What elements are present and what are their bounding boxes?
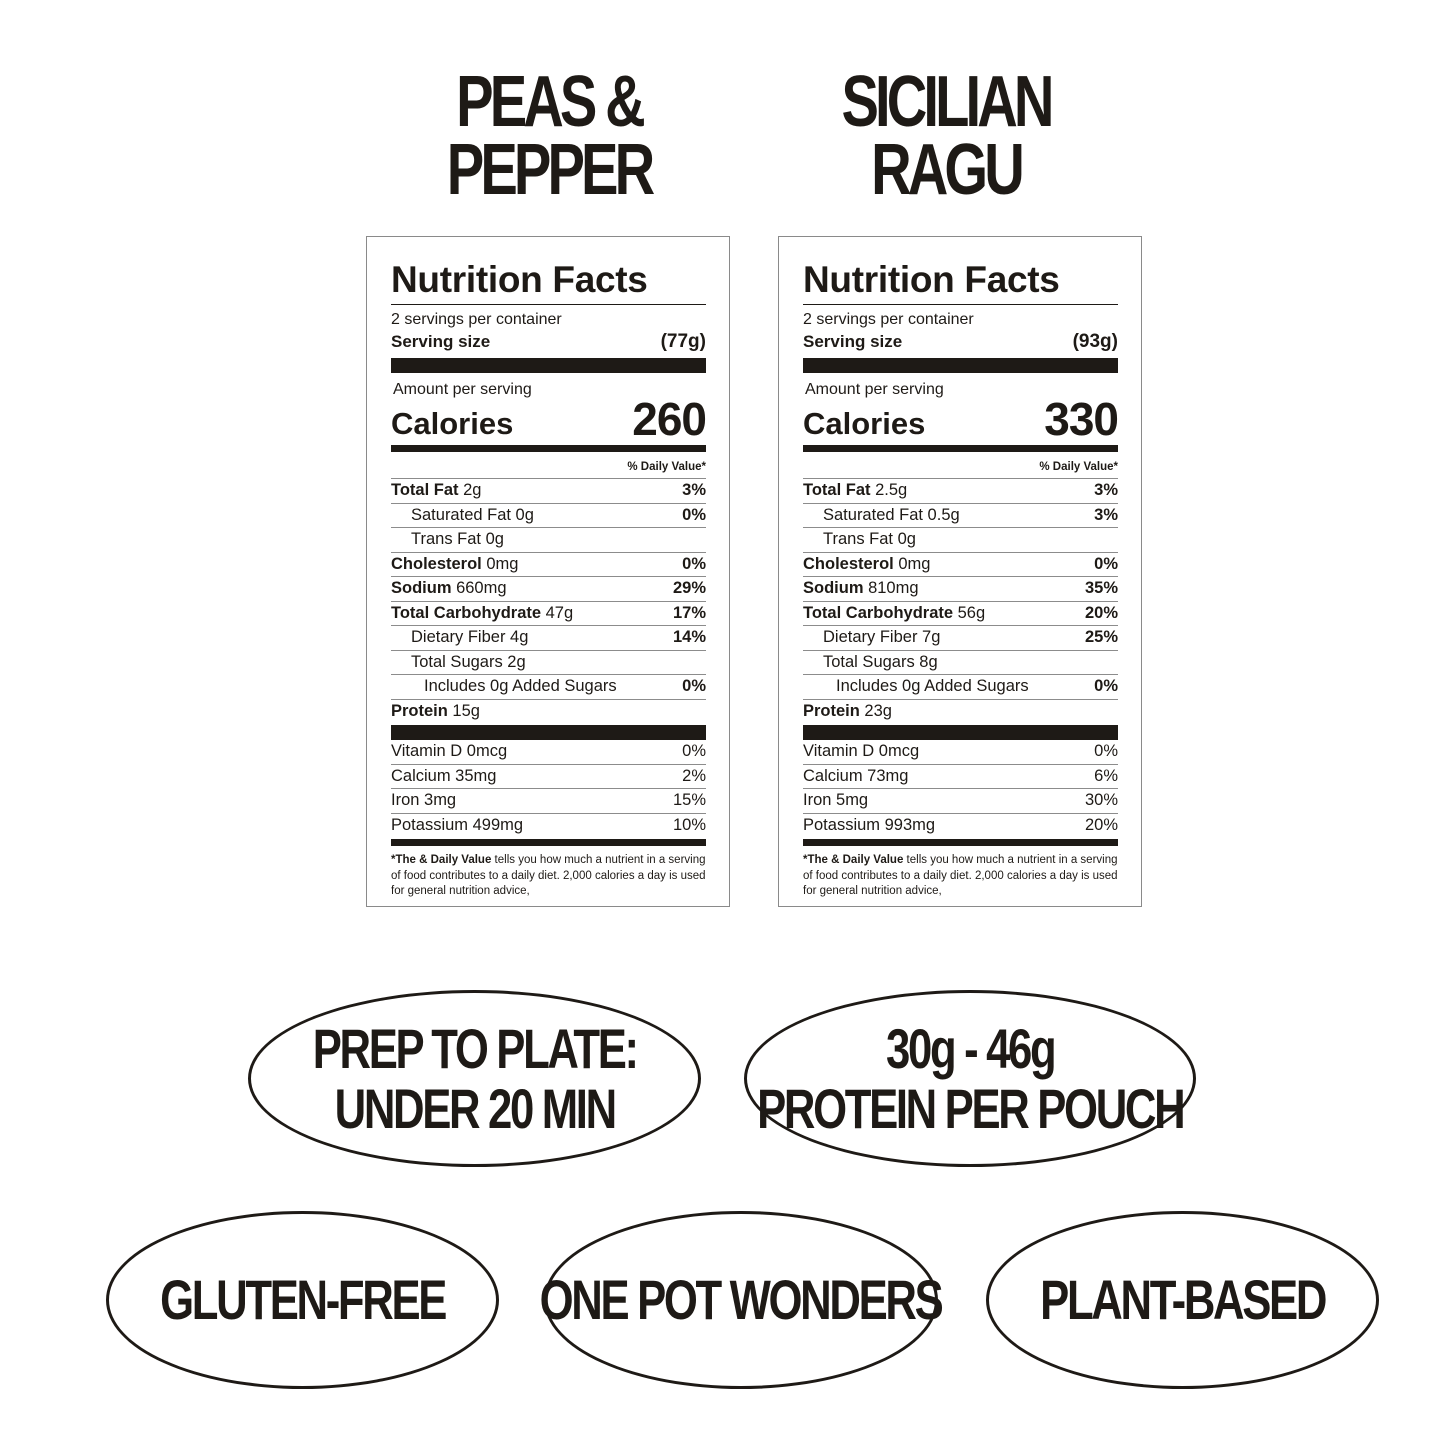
badge-gluten-free xyxy=(106,1211,499,1389)
nutrient-label xyxy=(391,702,480,721)
amount-per-serving: Amount per serving xyxy=(805,381,944,398)
nutrient-daily-value: 29% xyxy=(672,579,706,598)
calories-label: Calories xyxy=(391,406,514,441)
nutrient-label xyxy=(391,653,526,672)
vitamin-row xyxy=(391,764,706,789)
nutrient-amount: 0mg xyxy=(481,554,519,573)
badge-one-pot-text: ONE POT WONDERS xyxy=(540,1268,942,1331)
nutrient-daily-value: 0% xyxy=(682,677,706,696)
serving-size-label: Serving size xyxy=(803,332,903,351)
serving-size-value: (77g) xyxy=(660,331,706,352)
nutrient-daily-value: 17% xyxy=(672,603,706,622)
divider-medium xyxy=(803,839,1118,846)
nutrient-daily-value: 3% xyxy=(1094,505,1118,524)
footnote-text: tells you how much a nutrient in a serving of food contributes to a daily diet. 2,000 calories a day is used for general nutrition advice, xyxy=(803,854,1118,897)
badge-prep-time-text xyxy=(312,1016,637,1140)
calories-label: Calories xyxy=(803,406,926,441)
nutrient-daily-value: 0% xyxy=(682,554,706,573)
nutrient-row xyxy=(803,527,1118,552)
nutrient-label xyxy=(803,506,960,525)
nutrient-row xyxy=(803,601,1118,626)
nutrient-label xyxy=(803,530,916,549)
nutrition-facts xyxy=(391,237,706,900)
vitamin-label: Calcium 73mg xyxy=(803,766,909,785)
nutrient-row xyxy=(803,478,1118,503)
nutrient-amount: 47g xyxy=(541,603,574,622)
nutrient-row xyxy=(391,625,706,650)
nutrient-daily-value: 20% xyxy=(1084,603,1118,622)
title-line: SICILIAN xyxy=(841,62,1051,142)
badge-line: 30g - 46g xyxy=(885,1016,1055,1080)
badge-line: UNDER 20 MIN xyxy=(334,1076,615,1140)
vitamin-row xyxy=(803,764,1118,789)
vitamin-row xyxy=(803,813,1118,838)
nutrient-amount: 23g xyxy=(859,701,892,720)
nutrient-amount: Saturated Fat 0g xyxy=(411,505,534,524)
footnote-text: tells you how much a nutrient in a serving of food contributes to a daily diet. 2,000 calories a day is used for general nutrition advice, xyxy=(391,854,706,897)
badge-one-pot-wonders xyxy=(540,1211,942,1389)
serving-size-row xyxy=(391,331,706,353)
vitamin-row xyxy=(391,740,706,764)
nutrient-row xyxy=(391,552,706,577)
vitamin-label: Potassium 499mg xyxy=(391,815,524,834)
title-line: PEPPER xyxy=(446,130,652,210)
nutrient-amount: 15g xyxy=(447,701,480,720)
divider-thick xyxy=(803,725,1118,740)
nutrient-amount: Includes 0g Added Sugars xyxy=(424,677,617,696)
badge-line: PREP TO PLATE: xyxy=(312,1016,637,1080)
nutrient-row xyxy=(391,674,706,699)
serving-size-value: (93g) xyxy=(1072,331,1118,352)
nutrient-daily-value: 25% xyxy=(1084,628,1118,647)
nutrient-row xyxy=(803,503,1118,528)
vitamin-daily-value: 20% xyxy=(1084,815,1118,834)
badge-protein-text xyxy=(756,1016,1184,1140)
divider-medium xyxy=(391,445,706,452)
nutrient-name: Protein xyxy=(803,701,860,720)
vitamin-label: Vitamin D 0mcg xyxy=(803,742,920,761)
nutrition-facts-title: Nutrition Facts xyxy=(391,259,648,300)
nutrition-panel-sicilian-ragu xyxy=(778,236,1142,907)
divider xyxy=(803,304,1118,305)
vitamin-daily-value: 10% xyxy=(672,815,706,834)
nutrient-row xyxy=(803,650,1118,675)
nutrient-label xyxy=(391,481,481,500)
nutrient-amount: Dietary Fiber 7g xyxy=(823,628,941,647)
badge-protein xyxy=(744,990,1196,1167)
nutrient-label xyxy=(803,653,938,672)
nutrient-row xyxy=(391,527,706,552)
serving-size-label: Serving size xyxy=(391,332,491,351)
nutrient-name: Protein xyxy=(391,701,448,720)
nutrient-amount: 56g xyxy=(953,603,986,622)
nutrient-row xyxy=(391,601,706,626)
nutrient-amount: Total Sugars 2g xyxy=(411,652,526,671)
vitamin-daily-value: 2% xyxy=(682,766,706,785)
nutrient-amount: Includes 0g Added Sugars xyxy=(836,677,1029,696)
nutrient-daily-value: 3% xyxy=(1094,481,1118,500)
badge-gluten-free-text: GLUTEN-FREE xyxy=(160,1268,445,1331)
nutrient-row xyxy=(391,576,706,601)
vitamin-daily-value: 6% xyxy=(1094,766,1118,785)
nutrient-amount: Saturated Fat 0.5g xyxy=(823,505,960,524)
nutrient-name: Total Carbohydrate xyxy=(803,603,954,622)
divider xyxy=(391,304,706,305)
nutrient-row xyxy=(391,650,706,675)
nutrition-facts xyxy=(803,237,1118,900)
badge-line: PROTEIN PER POUCH xyxy=(756,1076,1184,1140)
nutrient-name: Total Fat xyxy=(803,481,871,500)
title-line: RAGU xyxy=(871,130,1021,210)
product-title-peas-pepper xyxy=(424,62,674,210)
nutrient-label xyxy=(391,530,504,549)
nutrition-panel-peas-pepper xyxy=(366,236,730,907)
vitamin-row xyxy=(803,740,1118,764)
badge-prep-time xyxy=(248,990,701,1167)
nutrient-row xyxy=(803,674,1118,699)
vitamin-label: Iron 5mg xyxy=(803,791,869,810)
nutrient-row xyxy=(803,552,1118,577)
nutrient-amount: Total Sugars 8g xyxy=(823,652,938,671)
nutrient-name: Total Fat xyxy=(391,481,459,500)
calories-value: 330 xyxy=(1044,393,1118,445)
nutrient-row xyxy=(391,503,706,528)
divider-thick xyxy=(391,358,706,373)
amount-per-serving: Amount per serving xyxy=(393,381,532,398)
divider-medium xyxy=(391,839,706,846)
nutrient-name: Cholesterol xyxy=(391,554,482,573)
nutrient-label xyxy=(391,506,534,525)
nutrient-row xyxy=(803,625,1118,650)
nutrient-row xyxy=(803,699,1118,724)
nutrient-row xyxy=(391,699,706,724)
vitamin-daily-value: 15% xyxy=(672,791,706,810)
nutrition-facts-title: Nutrition Facts xyxy=(803,259,1060,300)
nutrient-name: Sodium xyxy=(391,579,452,598)
nutrient-name: Total Carbohydrate xyxy=(391,603,542,622)
vitamin-daily-value: 30% xyxy=(1084,791,1118,810)
badge-plant-based-text: PLANT-BASED xyxy=(1040,1268,1325,1331)
divider-medium xyxy=(803,445,1118,452)
footnote-bold: *The & Daily Value xyxy=(803,854,904,866)
nutrient-daily-value: 35% xyxy=(1084,579,1118,598)
title-line: PEAS & xyxy=(456,62,642,142)
nutrient-label xyxy=(803,677,1029,696)
nutrient-label xyxy=(391,677,617,696)
nutrient-amount: 2g xyxy=(458,481,482,500)
vitamin-row xyxy=(391,788,706,813)
nutrient-amount: Trans Fat 0g xyxy=(823,530,916,549)
serving-size-row xyxy=(803,331,1118,353)
nutrient-daily-value: 0% xyxy=(1094,677,1118,696)
nutrient-amount: Dietary Fiber 4g xyxy=(411,628,529,647)
nutrient-label xyxy=(803,702,892,721)
badge-plant-based xyxy=(986,1211,1379,1389)
calories-row xyxy=(391,393,706,445)
nutrient-daily-value: 0% xyxy=(1094,554,1118,573)
nutrient-label xyxy=(803,481,907,500)
vitamin-label: Iron 3mg xyxy=(391,791,457,810)
vitamin-label: Potassium 993mg xyxy=(803,815,936,834)
vitamin-label: Vitamin D 0mcg xyxy=(391,742,508,761)
nutrient-amount: 0mg xyxy=(893,554,931,573)
nutrient-daily-value: 3% xyxy=(682,481,706,500)
calories-row xyxy=(803,393,1118,445)
servings-per-container: 2 servings per container xyxy=(391,311,562,328)
calories-value: 260 xyxy=(632,393,706,445)
divider-thick xyxy=(803,358,1118,373)
nutrient-amount: 2.5g xyxy=(870,481,908,500)
vitamin-row xyxy=(391,813,706,838)
nutrient-label xyxy=(803,579,919,598)
nutrient-row xyxy=(391,478,706,503)
nutrient-label xyxy=(803,604,985,623)
vitamin-label: Calcium 35mg xyxy=(391,766,497,785)
nutrient-label xyxy=(803,628,940,647)
servings-per-container: 2 servings per container xyxy=(803,311,974,328)
nutrient-daily-value: 14% xyxy=(672,628,706,647)
nutrient-label xyxy=(391,555,518,574)
product-title-sicilian-ragu xyxy=(821,62,1071,210)
vitamin-daily-value: 0% xyxy=(1094,742,1118,761)
nutrient-amount: 810mg xyxy=(863,579,919,598)
vitamin-row xyxy=(803,788,1118,813)
divider-thick xyxy=(391,725,706,740)
nutrient-label xyxy=(803,555,930,574)
nutrient-name: Sodium xyxy=(803,579,864,598)
footnote-bold: *The & Daily Value xyxy=(391,854,492,866)
nutrient-daily-value: 0% xyxy=(682,505,706,524)
nutrient-label xyxy=(391,579,507,598)
nutrient-amount: Trans Fat 0g xyxy=(411,530,504,549)
daily-value-header: % Daily Value* xyxy=(1039,461,1118,473)
nutrient-row xyxy=(803,576,1118,601)
nutrient-label xyxy=(391,604,573,623)
nutrient-name: Cholesterol xyxy=(803,554,894,573)
vitamin-daily-value: 0% xyxy=(682,742,706,761)
footnote xyxy=(391,853,706,900)
nutrient-amount: 660mg xyxy=(451,579,507,598)
footnote xyxy=(803,853,1118,900)
nutrient-label xyxy=(391,628,528,647)
daily-value-header: % Daily Value* xyxy=(627,461,706,473)
